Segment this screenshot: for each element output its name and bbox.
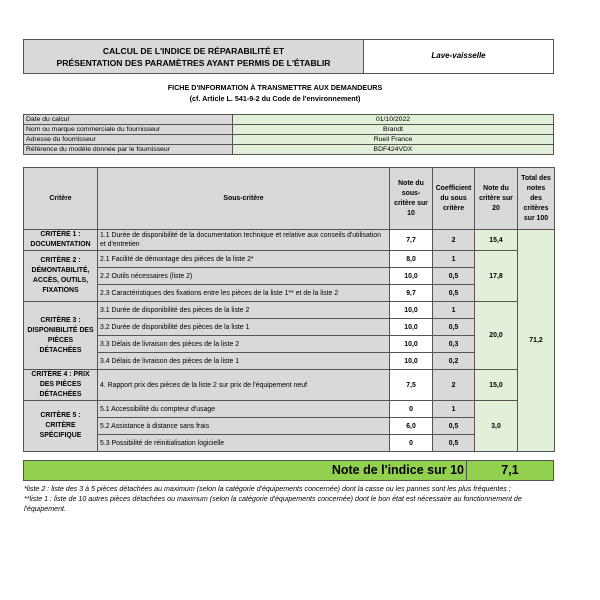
table-row <box>24 230 555 251</box>
table-row <box>24 302 555 319</box>
subcriterion-label: 5.1 Accessibilité du compteur d'usage <box>98 401 390 418</box>
table-row <box>24 251 555 268</box>
subcriterion-note: 0 <box>390 435 433 452</box>
header-note10: Note du sous-critère sur 10 <box>390 168 433 230</box>
subcriterion-label: 2.1 Facilité de démontage des pièces de la liste 2* <box>98 251 390 268</box>
subcriterion-label: 3.1 Durée de disponibilité des pièces de la liste 2 <box>98 302 390 319</box>
subcriterion-note: 10,0 <box>390 302 433 319</box>
subcriterion-note: 7,7 <box>390 230 433 251</box>
reparability-table <box>23 167 555 452</box>
info-label: Date du calcul <box>24 115 233 125</box>
subcriterion-coef: 0,2 <box>433 353 475 370</box>
subcriterion-note: 7,5 <box>390 370 433 401</box>
subcriterion-label: 2.3 Caractéristiques des fixations entre les pièces de la liste 1** et de la liste 2 <box>98 285 390 302</box>
title-line-1: CALCUL DE L'INDICE DE RÉPARABILITÉ ET <box>102 45 285 56</box>
fiche-line-2: (cf. Article L. 541-9-2 du Code de l'environnement) <box>189 94 361 103</box>
title-line-2: PRÉSENTATION DES PARAMÈTRES AYANT PERMIS DE L'ÉTABLIR <box>56 57 331 68</box>
subcriterion-note: 8,0 <box>390 251 433 268</box>
criterion-1-note20: 15,4 <box>475 230 518 251</box>
subcriterion-coef: 0,5 <box>433 285 475 302</box>
fiche-line-1: FICHE D'INFORMATION À TRANSMETTRE AUX DEMANDEURS <box>167 83 383 92</box>
subcriterion-note: 10,0 <box>390 268 433 285</box>
info-row-date <box>24 115 554 125</box>
criterion-5-name: CRITÈRE 5 : CRITÈRE SPÉCIFIQUE <box>24 401 98 452</box>
header-coef: Coefficient du sous critère <box>433 168 475 230</box>
table-row <box>24 370 555 401</box>
header-critere: Critère <box>24 168 98 230</box>
table-header-row <box>24 168 555 230</box>
subcriterion-coef: 0,5 <box>433 319 475 336</box>
subcriterion-coef: 2 <box>433 230 475 251</box>
subcriterion-label: 3.2 Durée de disponibilité des pièces de la liste 1 <box>98 319 390 336</box>
subcriterion-coef: 1 <box>433 251 475 268</box>
document-header <box>23 39 554 74</box>
header-total100: Total des notes des critères sur 100 <box>518 168 555 230</box>
subcriterion-coef: 0,5 <box>433 418 475 435</box>
info-value: Brandt <box>233 125 554 135</box>
final-score-label: Note de l'indice sur 10 <box>331 463 464 477</box>
supplier-info-table <box>23 114 554 155</box>
info-value: BDF424VDX <box>233 145 554 155</box>
final-score-bar <box>23 460 554 481</box>
total-100: 71,2 <box>518 230 555 452</box>
info-label: Adresse du fournisseur <box>24 135 233 145</box>
subcriterion-coef: 2 <box>433 370 475 401</box>
fiche-heading <box>40 82 510 104</box>
criterion-2-note20: 17,8 <box>475 251 518 302</box>
criterion-4-note20: 15,0 <box>475 370 518 401</box>
subcriterion-label: 1.1 Durée de disponibilité de la documentation technique et relative aux conseils d'utilisation et d'entretien <box>98 230 390 251</box>
subcriterion-note: 10,0 <box>390 336 433 353</box>
subcriterion-coef: 1 <box>433 401 475 418</box>
document-title <box>24 40 364 73</box>
subcriterion-note: 9,7 <box>390 285 433 302</box>
criterion-2-name: CRITÈRE 2 : DÉMONTABILITÉ, ACCÈS, OUTILS, FIXATIONS <box>24 251 98 302</box>
subcriterion-note: 0 <box>390 401 433 418</box>
footnote-liste-1: **liste 1 : liste de 10 autres pièces détachées ou maximum (selon la catégorie d'équipements concernée) dont le bon état est nécessaire au fonctionnement de l'équipement. <box>24 495 522 513</box>
subcriterion-label: 5.3 Possibilité de réinitialisation logicielle <box>98 435 390 452</box>
subcriterion-coef: 0,5 <box>433 268 475 285</box>
header-note20: Note du critère sur 20 <box>475 168 518 230</box>
subcriterion-note: 10,0 <box>390 319 433 336</box>
info-value: 01/10/2022 <box>233 115 554 125</box>
criterion-5-note20: 3,0 <box>475 401 518 452</box>
subcriterion-coef: 1 <box>433 302 475 319</box>
header-sous-critere: Sous-critère <box>98 168 390 230</box>
subcriterion-label: 4. Rapport prix des pièces de la liste 2 sur prix de l'équipement neuf <box>98 370 390 401</box>
subcriterion-coef: 0,5 <box>433 435 475 452</box>
subcriterion-label: 5.2 Assistance à distance sans frais <box>98 418 390 435</box>
info-label: Nom ou marque commerciale du fournisseur <box>24 125 233 135</box>
info-label: Référence du modèle donnée par le fournisseur <box>24 145 233 155</box>
criterion-4-name: CRITÈRE 4 : PRIX DES PIÈCES DÉTACHÉES <box>24 370 98 401</box>
table-row <box>24 401 555 418</box>
info-row-address <box>24 135 554 145</box>
info-row-reference <box>24 145 554 155</box>
criterion-1-name: CRITÈRE 1 : DOCUMENTATION <box>24 230 98 251</box>
criterion-3-note20: 20,0 <box>475 302 518 370</box>
footnote-liste-2: *liste 2 : liste des 3 à 5 pièces détachées au maximum (selon la catégorie d'équipements concernée) dont la casse ou les pannes sont les plus fréquentes ; <box>24 485 511 493</box>
info-value: Rueil France <box>233 135 554 145</box>
info-row-brand <box>24 125 554 135</box>
subcriterion-label: 2.2 Outils nécessaires (liste 2) <box>98 268 390 285</box>
final-score-value: 7,1 <box>501 463 519 477</box>
subcriterion-note: 10,0 <box>390 353 433 370</box>
footnotes <box>24 484 564 514</box>
criterion-3-name: CRITÈRE 3 : DISPONIBILITÉ DES PIÈCES DÉTACHÉES <box>24 302 98 370</box>
subcriterion-coef: 0,3 <box>433 336 475 353</box>
subcriterion-label: 3.3 Délais de livraison des pièces de la liste 2 <box>98 336 390 353</box>
subcriterion-note: 6,0 <box>390 418 433 435</box>
product-type: Lave-vaisselle <box>364 40 553 73</box>
subcriterion-label: 3.4 Délais de livraison des pièces de la liste 1 <box>98 353 390 370</box>
